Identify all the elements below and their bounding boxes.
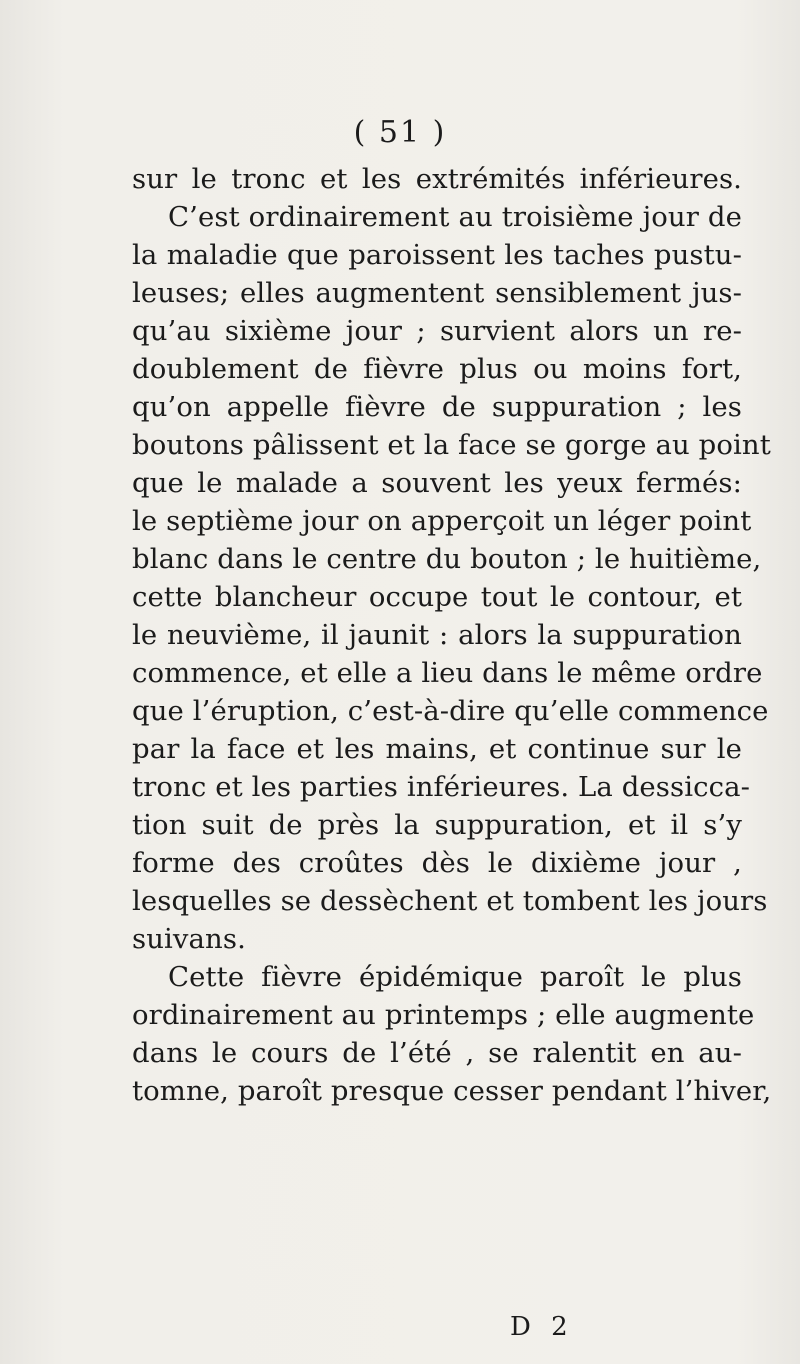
text-line: blanc dans le centre du bouton ; le huitième, (132, 543, 762, 575)
text-line: sur le tronc et les extrémités inférieures. (132, 163, 742, 195)
text-line: C’est ordinairement au troisième jour de (168, 201, 742, 233)
text-line: ordinairement au printemps ; elle augmente (132, 999, 755, 1031)
text-line: leuses; elles augmentent sensiblement jus- (132, 277, 742, 309)
text-line: le septième jour on apperçoit un léger point (132, 505, 752, 537)
text-line: dans le cours de l’été , se ralentit en au- (132, 1037, 742, 1069)
text-line: qu’au sixième jour ; survient alors un re- (132, 315, 742, 347)
text-line: que l’éruption, c’est-à-dire qu’elle commence (132, 695, 769, 727)
body-text (132, 160, 772, 1110)
text-line: boutons pâlissent et la face se gorge au point (132, 429, 771, 461)
text-line: suivans. (132, 923, 246, 955)
text-line: qu’on appelle fièvre de suppuration ; les (132, 391, 742, 423)
text-line: cette blancheur occupe tout le contour, et (132, 581, 742, 613)
text-line: Cette fièvre épidémique paroît le plus (168, 961, 742, 993)
text-line: que le malade a souvent les yeux fermés: (132, 467, 742, 499)
text-line: commence, et elle a lieu dans le même ordre (132, 657, 763, 689)
text-line: forme des croûtes dès le dixième jour , (132, 847, 742, 879)
text-line: lesquelles se dessèchent et tombent les jours (132, 885, 768, 917)
text-line: tion suit de près la suppuration, et il s’y (132, 809, 742, 841)
text-line: par la face et les mains, et continue sur le (132, 733, 742, 765)
text-line: la maladie que paroissent les taches pustu- (132, 239, 742, 271)
text-line: tomne, paroît presque cesser pendant l’hiver, (132, 1075, 772, 1107)
text-line: le neuvième, il jaunit : alors la suppuration (132, 619, 742, 651)
signature-mark: D 2 (510, 1312, 574, 1342)
text-line: tronc et les parties inférieures. La dessicca- (132, 771, 751, 803)
page-number: ( 51 ) (353, 115, 447, 150)
text-line: doublement de fièvre plus ou moins fort, (132, 353, 742, 385)
